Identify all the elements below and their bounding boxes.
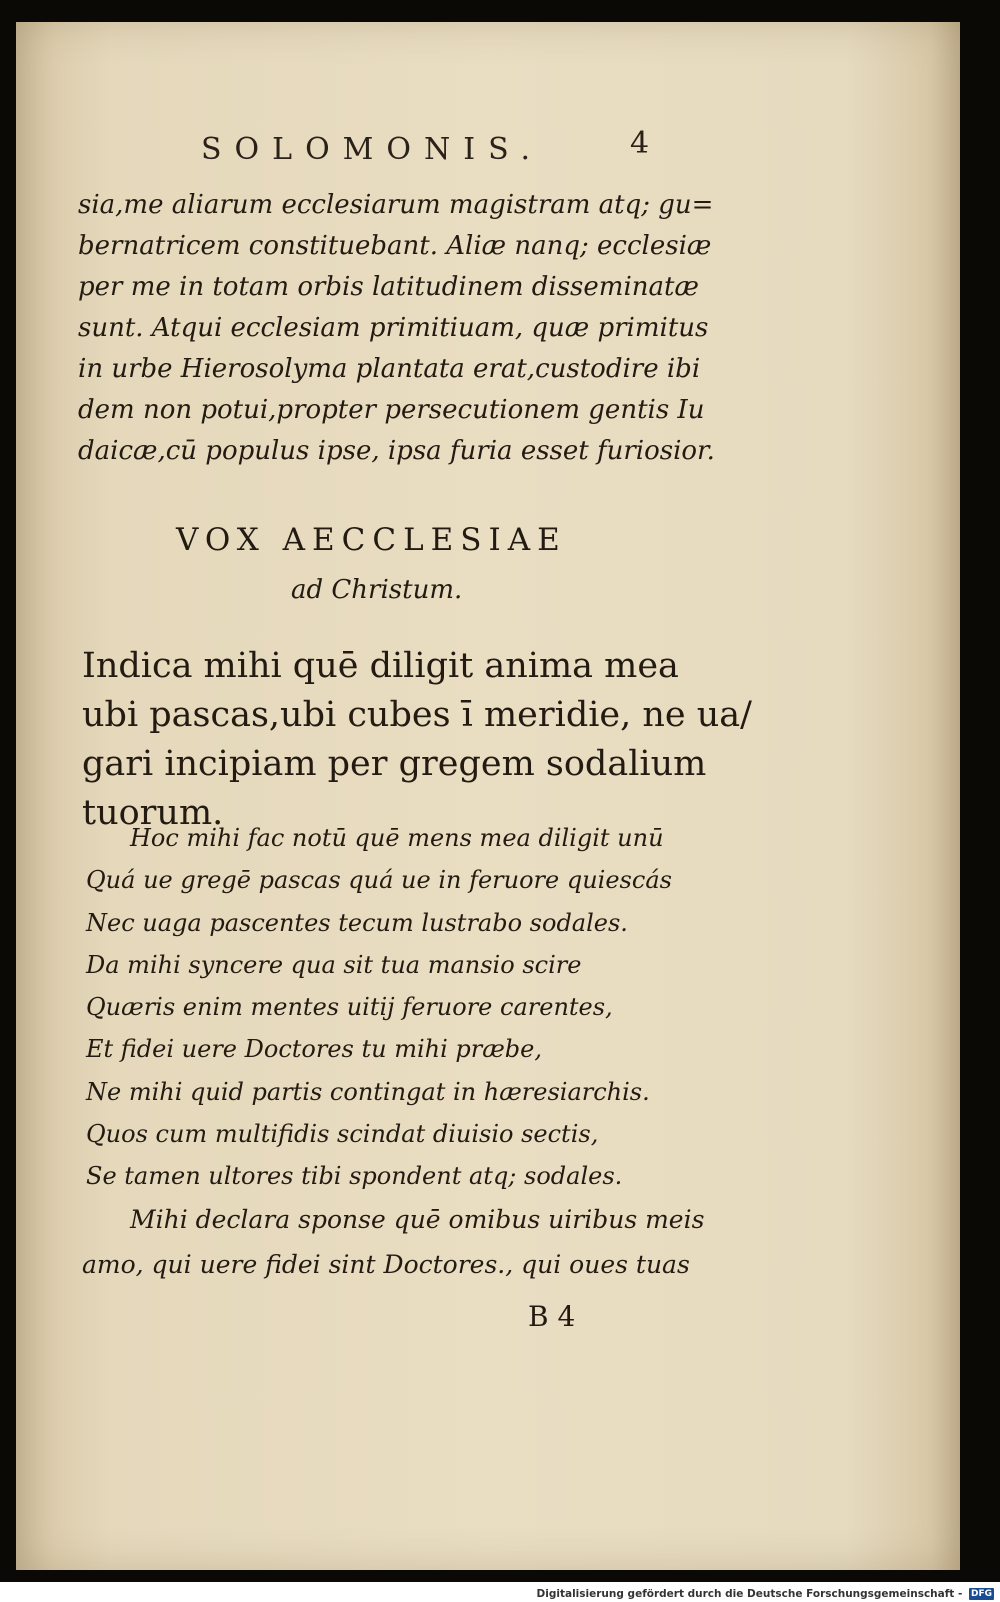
verse-line: Indica mihi quē diligit anima mea (82, 646, 679, 686)
text-line: per me in totam orbis latitudinem disseminatæ (78, 272, 699, 302)
text-line: sia,me aliarum ecclesiarum magistram atq; gu= (78, 190, 714, 220)
poem-line: Hoc mihi fac notū quē mens mea diligit unū (130, 824, 664, 852)
poem-line: Et fidei uere Doctores tu mihi præbe, (86, 1035, 542, 1064)
book-page (16, 22, 960, 1570)
prose-block-bottom (82, 1197, 705, 1287)
prose-block-top (78, 185, 715, 472)
text-line: dem non potui,propter persecutionem gentis Iu (78, 395, 705, 425)
text-line: sunt. Atqui ecclesiam primitiuam, quæ primitus (78, 313, 709, 343)
text-line: bernatricem constituebant. Aliæ nanq; ecclesiæ (78, 231, 712, 261)
verse-line: ubi pascas,ubi cubes ī meridie, ne ua/ (82, 695, 752, 735)
text-line: Mihi declara sponse quē omibus uiribus meis (130, 1205, 705, 1234)
poem-line: Ne mihi quid partis contingat in hæresiarchis. (86, 1077, 650, 1106)
running-head: SOLOMONIS. (201, 132, 544, 167)
page-number: 4 (630, 126, 650, 161)
funding-credit (537, 1588, 994, 1600)
text-line: amo, qui uere fidei sint Doctores., qui oues tuas (82, 1250, 690, 1279)
poem-line: Da mihi syncere qua sit tua mansio scire (86, 950, 582, 979)
dfg-logo-icon: DFG (970, 1589, 992, 1599)
text-line: in urbe Hierosolyma plantata erat,custodire ibi (78, 354, 701, 384)
signature-mark: B 4 (528, 1300, 576, 1333)
section-subheading: ad Christum. (291, 575, 463, 605)
verse-line: gari incipiam per gregem sodalium (82, 744, 707, 784)
scripture-verse (82, 642, 752, 838)
poem-line: Nec uaga pascentes tecum lustrabo sodales. (86, 908, 628, 937)
poem-line: Quá ue gregē pascas quá ue in feruore quiescás (86, 866, 672, 895)
poem-line: Quos cum multifidis scindat diuisio sectis, (86, 1120, 599, 1149)
section-heading: VOX AECCLESIAE (176, 522, 567, 558)
credit-text: Digitalisierung gefördert durch die Deutsche Forschungsgemeinschaft - (536, 1588, 963, 1600)
poem-block (86, 817, 686, 1198)
poem-line: Quæris enim mentes uitij feruore carentes, (86, 993, 613, 1022)
verse-line: tuorum. (82, 793, 224, 833)
text-line: daicæ,cū populus ipse, ipsa furia esset furiosior. (78, 436, 715, 466)
poem-line: Se tamen ultores tibi spondent atq; sodales. (86, 1162, 623, 1191)
